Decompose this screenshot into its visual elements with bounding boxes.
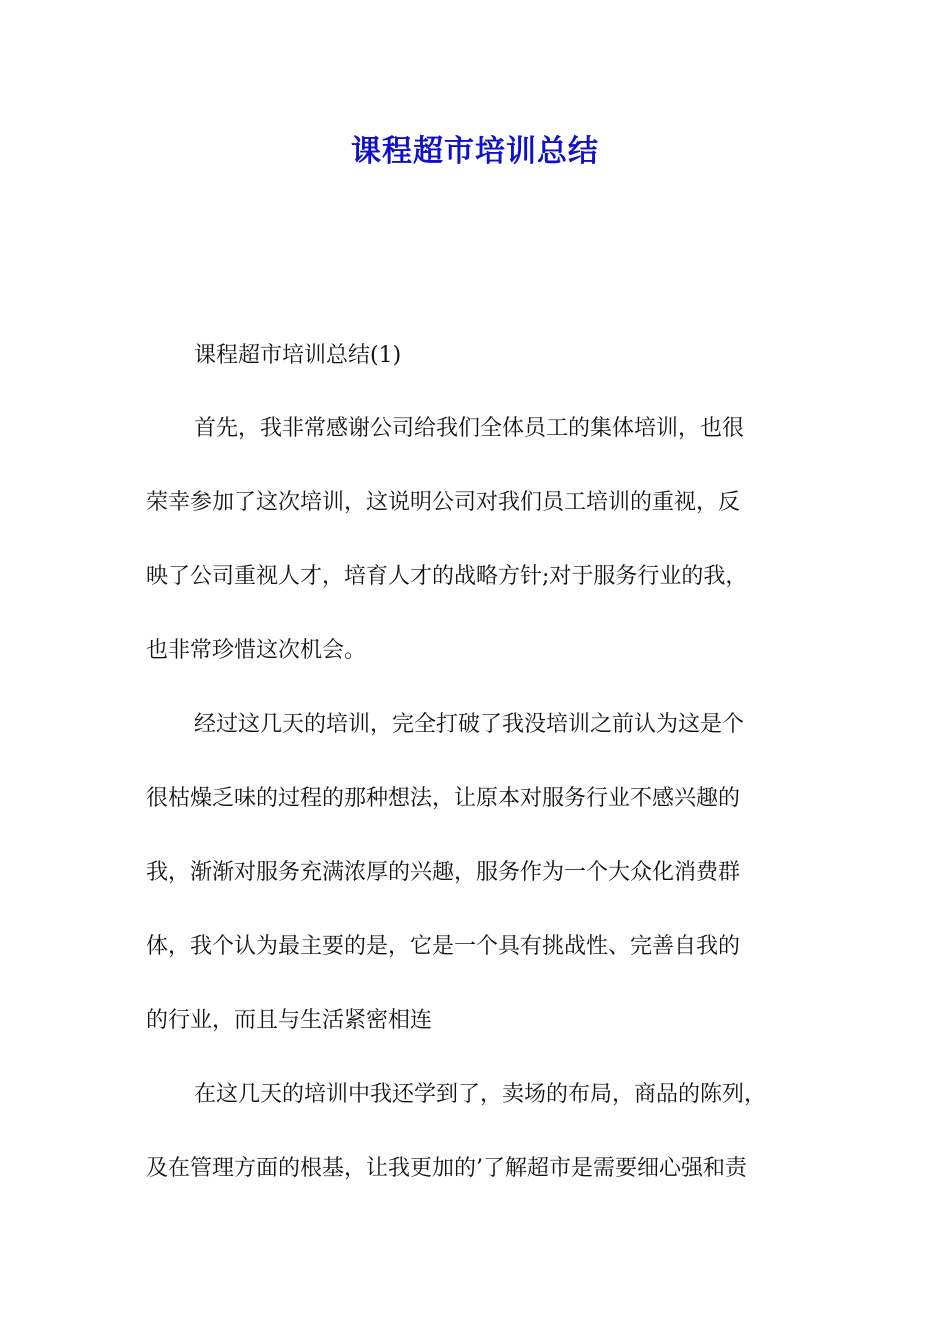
paragraph-1-line-2: 荣幸参加了这次培训，这说明公司对我们员工培训的重视，反 — [146, 490, 741, 515]
paragraph-1-line-3: 映了公司重视人才，培育人才的战略方针;对于服务行业的我， — [146, 564, 748, 589]
paragraph-3-line-1: 在这几天的培训中我还学到了，卖场的布局，商品的陈列， — [194, 1082, 767, 1107]
paragraph-2-line-1: 经过这几天的培训，完全打破了我没培训之前认为这是个 — [194, 712, 745, 737]
document-title: 课程超市培训总结 — [351, 134, 599, 169]
paragraph-2-line-2: 很枯燥乏味的过程的那种想法，让原本对服务行业不感兴趣的 — [146, 786, 741, 811]
section-heading: 课程超市培训总结(1) — [194, 343, 402, 368]
paragraph-2-line-3: 我，渐渐对服务充满浓厚的兴趣，服务作为一个大众化消费群 — [146, 860, 741, 885]
paragraph-2-line-4: 体，我个认为最主要的是，它是一个具有挑战性、完善自我的 — [146, 934, 741, 959]
paragraph-3-line-2: 及在管理方面的根基，让我更加的’了解超市是需要细心强和责 — [146, 1156, 747, 1181]
paragraph-2-line-5: 的行业，而且与生活紧密相连 — [146, 1008, 433, 1033]
paragraph-1-line-4: 也非常珍惜这次机会。 — [146, 638, 367, 663]
paragraph-1-line-1: 首先，我非常感谢公司给我们全体员工的集体培训，也很 — [194, 416, 745, 441]
